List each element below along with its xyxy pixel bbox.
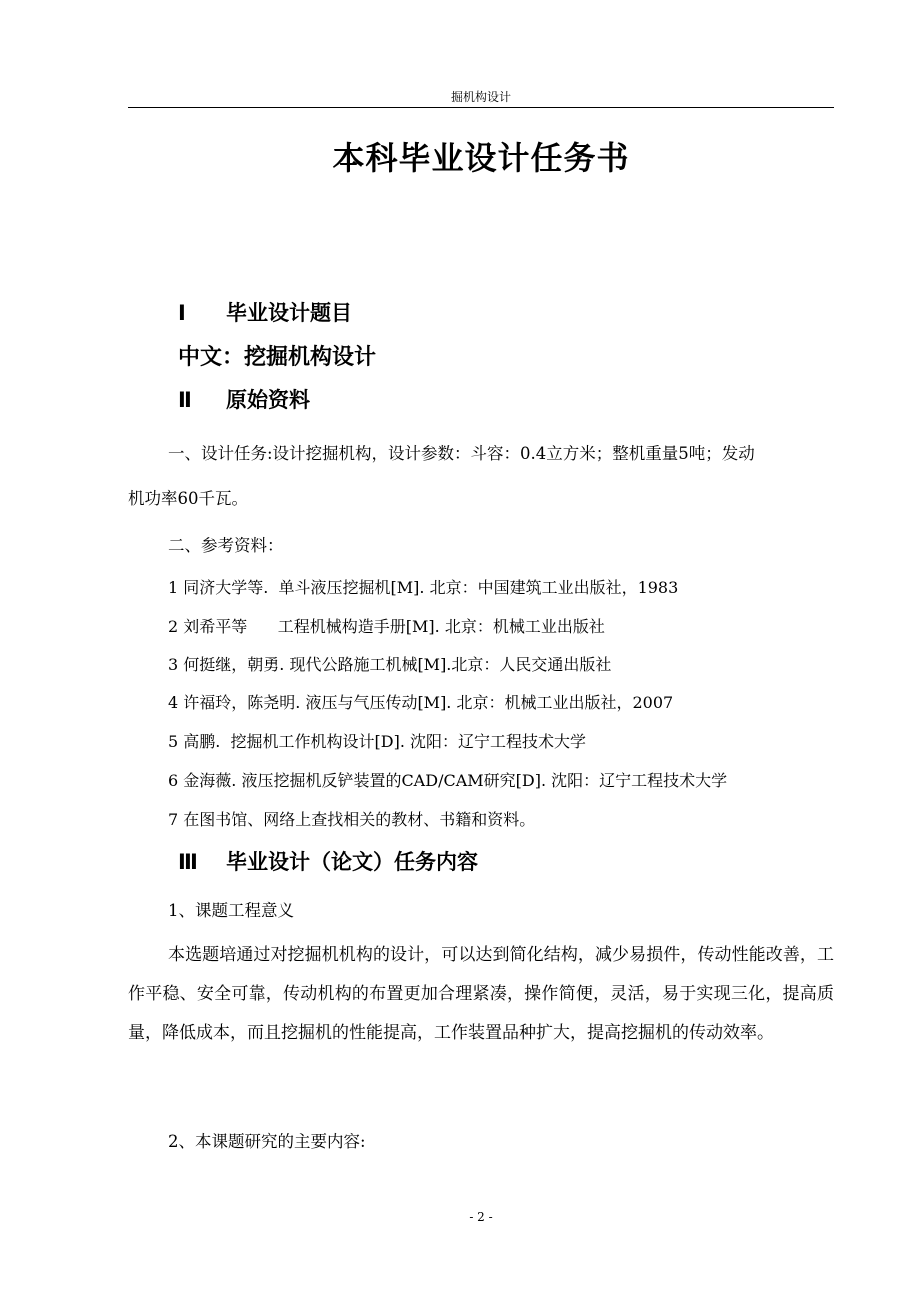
section-number: Ⅲ [178, 850, 198, 874]
section-heading-2 [178, 386, 310, 414]
reference-item: 4 许福玲，陈尧明. 液压与气压传动[M]. 北京：机械工业出版社，2007 [168, 693, 674, 712]
section-heading-3 [178, 848, 478, 876]
chinese-title: 中文：挖掘机构设计 [178, 345, 377, 370]
references-heading: 二、参考资料： [168, 536, 284, 555]
section-title: 毕业设计（论文）任务内容 [226, 850, 478, 874]
reference-item: 7 在图书馆、网络上查找相关的教材、书籍和资料。 [168, 810, 536, 829]
header-rule [128, 107, 834, 108]
item-2-heading: 2、本课题研究的主要内容: [168, 1132, 366, 1151]
reference-item: 6 金海薇. 液压挖掘机反铲装置的CAD/CAM研究[D]. 沈阳：辽宁工程技术大学 [168, 771, 728, 790]
item-1-body: 本选题培通过对挖掘机机构的设计，可以达到简化结构，减少易损件，传动性能改善，工作平稳、安全可靠，传动机构的布置更加合理紧凑，操作简便，灵活，易于实现三化，提高质量，降低成本，而且挖掘机的性能提高，工作装置品种扩大，提高挖掘机的传动效率。 [128, 945, 834, 1043]
task-line-2: 机功率60千瓦。 [128, 489, 248, 508]
task-line-1: 一、设计任务:设计挖掘机构，设计参数：斗容：0.4立方米；整机重量5吨；发动 [168, 444, 755, 463]
reference-item: 5 高鹏. 挖掘机工作机构设计[D]. 沈阳：辽宁工程技术大学 [168, 732, 587, 751]
document-title: 本科毕业设计任务书 [332, 139, 630, 177]
section-heading-1 [178, 299, 352, 327]
reference-item: 1 同济大学等. 单斗液压挖掘机[M]. 北京：中国建筑工业出版社，1983 [168, 578, 679, 597]
section-number: Ⅱ [178, 388, 192, 412]
item-1-heading: 1、课题工程意义 [168, 901, 294, 920]
running-header: 掘机构设计 [450, 90, 511, 104]
section-title: 原始资料 [226, 388, 310, 412]
reference-item: 3 何挺继，朝勇. 现代公路施工机械[M].北京：人民交通出版社 [168, 655, 612, 674]
page-number: - 2 - [469, 1210, 493, 1224]
section-title: 毕业设计题目 [226, 301, 352, 325]
section-number: Ⅰ [178, 301, 186, 325]
reference-item: 2 刘希平等 工程机械构造手册[M]. 北京：机械工业出版社 [168, 617, 605, 636]
